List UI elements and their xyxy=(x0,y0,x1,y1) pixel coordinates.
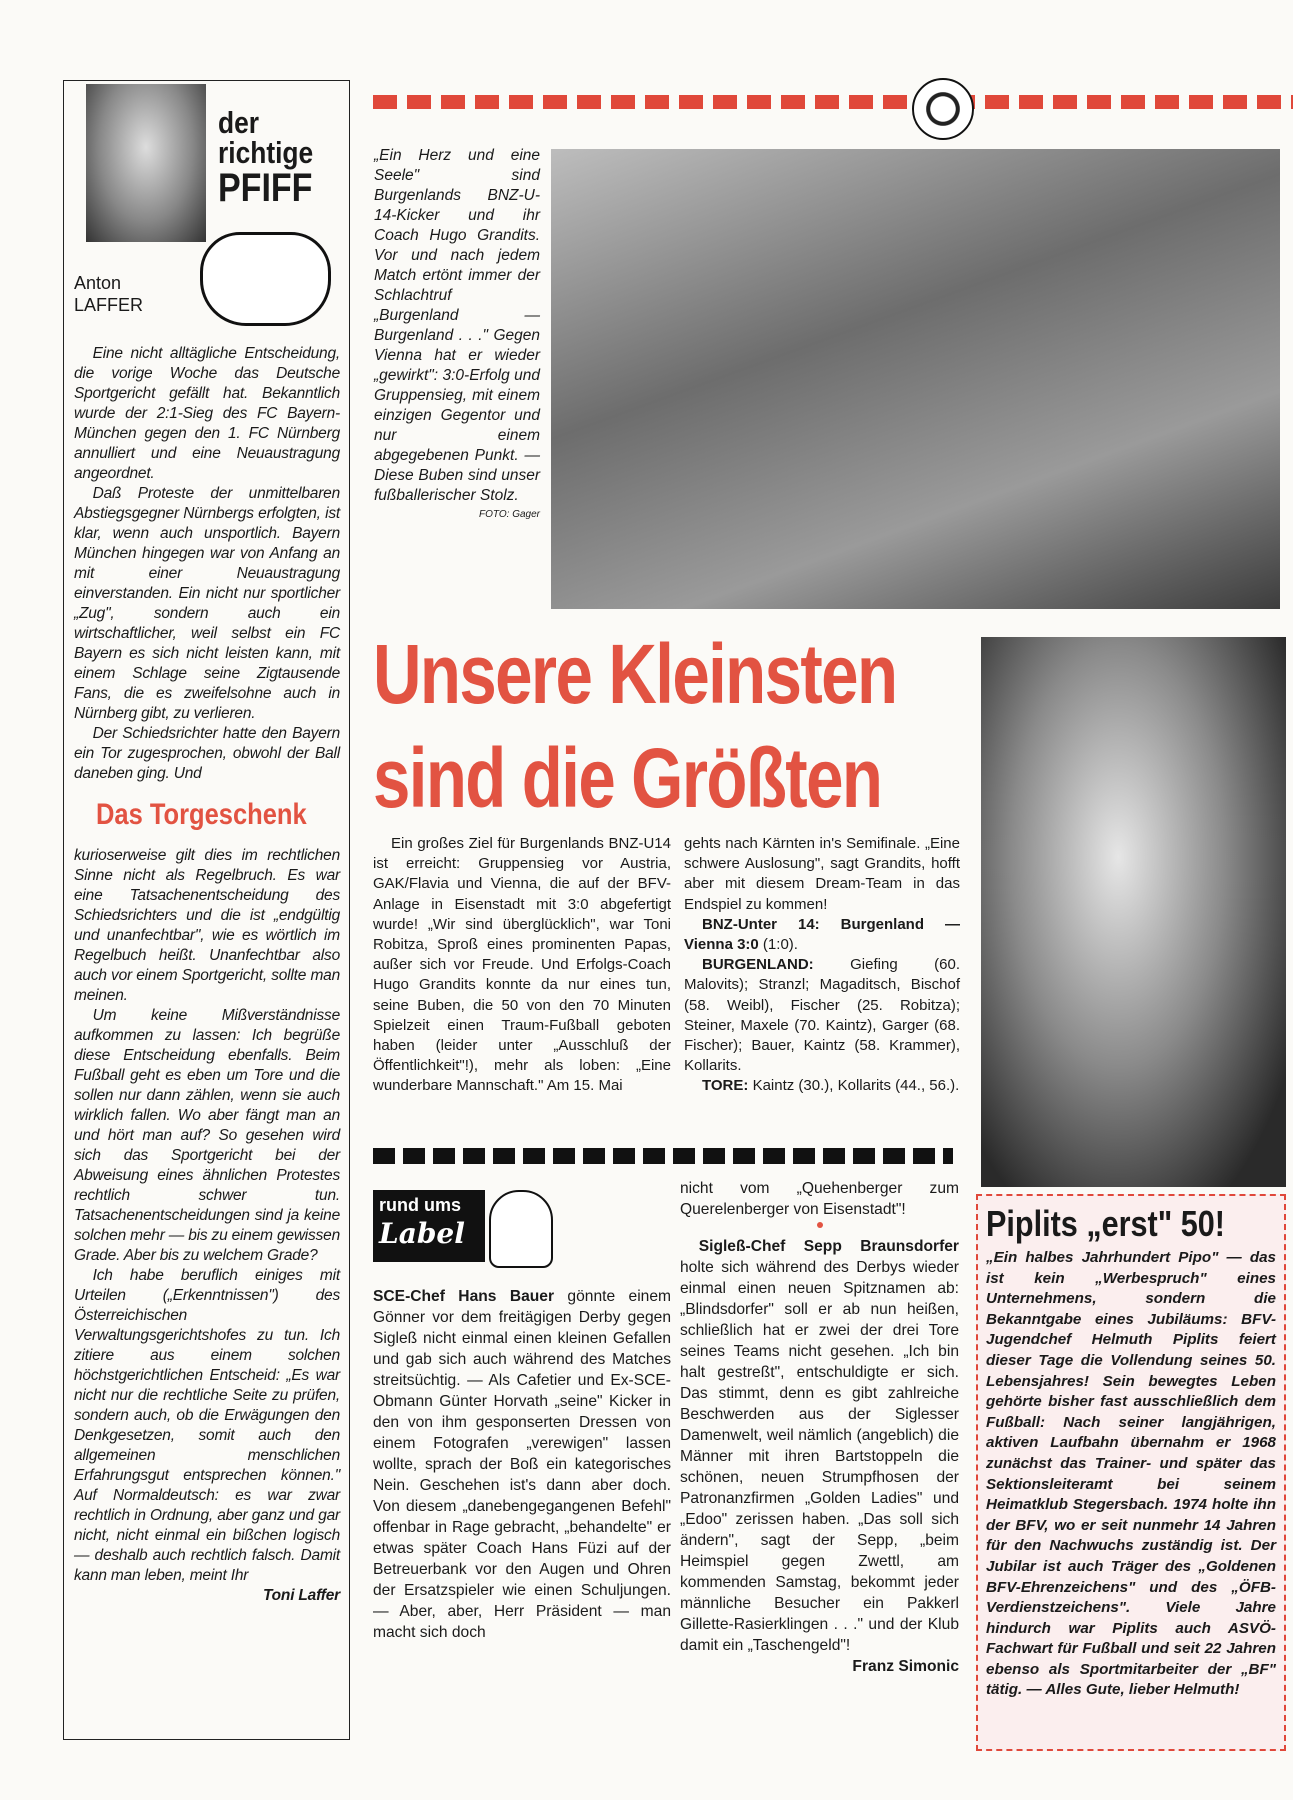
rund-ums-label-logo xyxy=(373,1190,549,1268)
paragraph: Ein großes Ziel für Burgenlands BNZ-U14 ist erreicht: Gruppensieg vor Austria, GAK/Flavia und Vienna, die auf der BFV-Anlage in Eisenstadt mit 3:0 abgefertigt wurde! „Wir sind überglücklich", war Toni Robitza, Sproß eines prominenten Papas, außer sich vor Freude. Und Erfolgs-Coach Hugo Grandits konnte da nur eines tun, seine Buben, die 50 von den 70 Minuten Spielzeit einen Traum-Fußball geboten haben (leider unter „Ausschluß der Öffentlichkeit"!), mehr als loben: „Eine wunderbare Mannschaft." Am 15. Mai xyxy=(373,835,671,1095)
signature: Franz Simonic xyxy=(852,1658,959,1675)
photo-credit: FOTO: Gager xyxy=(479,509,540,520)
column-signature: Toni Laffer xyxy=(262,1587,340,1604)
author-name xyxy=(74,272,143,316)
logo-line: rund ums xyxy=(379,1195,462,1215)
lineup xyxy=(684,955,960,1076)
goals xyxy=(684,1076,960,1096)
paragraph: Eine nicht alltägliche Entscheidung, die vorige Woche das Deutsche Sportgericht gefällt hat. Bekanntlich wurde der 2:1-Sieg des FC Bayern-München gegen den 1. FC Nürnberg annulliert und eine Neuaustragung angeordnet. xyxy=(74,345,340,482)
paragraph xyxy=(373,1286,671,1643)
paragraph: gehts nach Kärnten in's Semifinale. „Eine schwere Auslosung", sagt Grandits, hofft aber mit diesem Dream-Team in das Endspiel zu kommen! xyxy=(684,835,960,913)
rund-ums-col-2 xyxy=(680,1178,959,1677)
paragraph xyxy=(680,1236,959,1656)
paragraph: Um keine Mißverständnisse aufkommen zu lassen: Ich begrüße diese Entscheidung ebenfalls. Beim Fußball geht es eben um Tore und die sollen nur dann zählen, wenn sie auch wirklich fallen. Wo aber fängt man an und hört man auf? So gesehen wird sich das Sportgericht bei der Abweisung eines ähnlichen Protestes rechtlich schwer tun. Tatsachenentscheidungen sind ja keine solchen mehr — bis zu einem gewissen Grade. Aber bis zu welchem Grade? xyxy=(74,1007,340,1264)
paragraph: nicht vom „Quehenberger zum Querelenberger von Eisenstadt"! xyxy=(680,1180,959,1218)
text: holte sich während des Derbys wieder einmal einen neuen Spitznamen ab: „Blindsdorfer" soll er ab nun heißen, schließlich hat er zwei der drei Tore seines Teams nicht gesehen. „Ich bin halt gestreßt", entschuldigte er sich. Das stimmt, denn es gibt zahlreiche Beschwerden aus der Siglesser Damenwelt, weil nämlich (angeblich) die Männer mit ihren Bartstoppeln die schönen, neuen Strumpfhosen der Patronanzfirmen „Golden Ladies" und „Edoo" zerissen haben. „Das soll sich ändern", sagt der Sepp, „beim Heimspiel gegen Zwettl, am kommenden Samstag, bekommt jeder männliche Besucher ein Pakkerl Gillette-Rasierklingen . . ." und der Klub damit ein „Taschengeld"! xyxy=(680,1259,959,1654)
headline xyxy=(373,622,896,830)
piplits-title: Piplits „erst" 50! xyxy=(986,1203,1225,1244)
header-line: PFIFF xyxy=(218,166,313,210)
result-line xyxy=(684,915,960,955)
lead: Sigleß-Chef Sepp Braunsdorfer xyxy=(698,1238,959,1255)
author-last: LAFFER xyxy=(74,295,144,315)
bullet-dot-icon xyxy=(817,1222,823,1228)
team-photo xyxy=(551,149,1280,609)
logo-line: Label xyxy=(379,1217,465,1250)
portrait-photo xyxy=(981,637,1286,1187)
photo-caption: „Ein Herz und eine Seele" sind Burgenlands BNZ-U-14-Kicker und ihr Coach Hugo Grandits. Vor und nach jedem Match ertönt immer der Schlachtruf „Burgenland — Burgenland . . ." Gegen Vienna hat er wieder „gewirkt": 3:0-Erfolg und Gruppensieg, mit einem einzigen Gegentor und nur einem abgegebenen Punkt. — Diese Buben sind unser fußballerischer Stolz. xyxy=(374,147,540,504)
article-col-1 xyxy=(373,834,671,1097)
goals-label: TORE: xyxy=(702,1077,749,1095)
header-line: richtige xyxy=(218,135,314,170)
halftime: (1:0). xyxy=(758,936,798,954)
text: gönnte einem Gönner vor dem freitägigen Derby gegen Sigleß nicht einmal einen kleinen Gefallen und gab sich auch während des Matches streitsüchtig. — Als Cafetier und Ex-SCE-Obmann Günter Horvath „seine" Kicker in den von ihm gesponserten Dressen von einem Fotografen „verewigen" lassen wollte, sprach der Boß ein kategorisches Nein. Geschehen ist's dann aber doch. Von diesem „danebengegangenen Befehl" offenbar in Rage gebracht, „behandelte" er etwas später Coach Hans Füzi auf der Betreuerbank vor den Augen und Ohren der Ersatzspieler wie einen Schuljungen. — Aber, aber, Herr Präsident — man macht sich doch xyxy=(373,1288,671,1641)
paragraph: Ich habe beruflich einiges mit Urteilen („Erkenntnissen") des Österreichischen Verwaltungsgerichtshofes zu tun. Ich zitiere aus einem solchen höchstgerichtlichen Entscheid: „Es war nicht nur die rechtliche Seite zu prüfen, sondern auch, ob die Erwägungen den Denkgesetzen, somit auch den allgemeinen menschlichen Erfahrungsgut entsprechen können." Auf Normaldeutsch: es war zwar rechtlich in Ordnung, aber ganz und gar nicht, nicht einmal ein bißchen logisch — deshalb auch rechtlich falsch. Damit kann man leben, meint Ihr xyxy=(74,1267,340,1584)
black-divider xyxy=(373,1148,953,1164)
cartoon-faces-icon xyxy=(489,1190,553,1268)
result-score: BNZ-Unter 14: Burgenland — Vienna 3:0 xyxy=(684,915,960,954)
piplits-text: „Ein halbes Jahrhundert Pipo" — das ist kein „Werbespruch" eines Unternehmens, sondern die Bekanntgabe eines Jubiläums: BFV-Jugendchef Helmuth Piplits feiert dieser Tage die Vollendung seines 50. Lebensjahres! Sein bewegtes Leben gehörte bisher fast ausschließlich dem Fußball: Nach seiner langjährigen, aktiven Laufbahn übernahm er 1968 zunächst das Trainer- und später das Sektionsleiteramt bei seinem Heimatklub Stegersbach. 1974 holte ihn der BFV, wo er seit nunmehr 14 Jahren für den Nachwuchs zuständig ist. Der Jubilar ist auch Träger des „Goldenen BFV-Ehrenzeichens" und des „ÖFB-Verdienstzeichens". Viele Jahre hindurch war Piplits auch ASVÖ-Fachwart für Fußball und seit 22 Jahren ebenso als Sportmitarbeiter der „BF" tätig. — Alles Gute, lieber Helmuth! xyxy=(986,1249,1276,1699)
red-divider xyxy=(373,95,1293,109)
caption-block xyxy=(374,146,540,522)
lineup-label: BURGENLAND: xyxy=(702,956,814,974)
lead: SCE-Chef Hans Bauer xyxy=(373,1288,555,1305)
goals-text: Kaintz (30.), Kollarits (44., 56.). xyxy=(748,1077,960,1095)
headline-line: sind die Größten xyxy=(373,731,882,825)
headline-line: Unsere Kleinsten xyxy=(373,627,897,721)
column-text-top xyxy=(74,344,340,784)
paragraph: Der Schiedsrichter hatte den Bayern ein Tor zugesprochen, obwohl der Ball daneben ging. Und xyxy=(74,725,340,782)
article-col-2 xyxy=(684,834,960,1097)
header-line: der xyxy=(218,105,260,140)
columnist-photo xyxy=(86,84,206,242)
paragraph: Daß Proteste der unmittelbaren Abstiegsgegner Nürnbergs erfolgten, ist klar, wenn auch unsportlich. Bayern München hingegen war von Anfang an mit einer Neuaustragung einverstanden. Ein nicht nur sportlicher „Zug", sondern auch ein wirtschaftlicher, weil selbst ein FC Bayern es sich nicht leisten kann, mit einem Schlage seine Zigtausende Fans, die es zweifelsohne auch in Nürnberg gibt, zu verlieren. xyxy=(74,485,340,722)
rund-ums-col-1 xyxy=(373,1286,671,1643)
column-subhead: Das Torgeschenk xyxy=(96,798,307,831)
football-icon xyxy=(912,78,974,140)
paragraph: kurioserweise gilt dies im rechtlichen Sinne nicht als Regelbruch. Es war eine Tatsachenentscheidung des Schiedsrichters und die ist „endgültig und unanfechtbar", wie es wörtlich im Regelbuch heißt. Unanfechtbar also auch vor einem Sportgericht, sollte man meinen. xyxy=(74,847,340,1004)
column-text-bottom xyxy=(74,846,340,1586)
column-body xyxy=(74,344,340,1606)
author-first: Anton xyxy=(74,273,122,293)
whistle-icon xyxy=(200,232,331,326)
lineup-text: Giefing (60. Malovits); Stranzl; Magaditsch, Bischof (58. Weibl), Fischer (25. Robitza); Steiner, Maxele (70. Kaintz), Garger (68. Fischer); Bauer, Kaintz (58. Krammer), Kollarits. xyxy=(684,956,960,1075)
column-header-title xyxy=(218,105,314,210)
piplits-box xyxy=(976,1194,1286,1751)
